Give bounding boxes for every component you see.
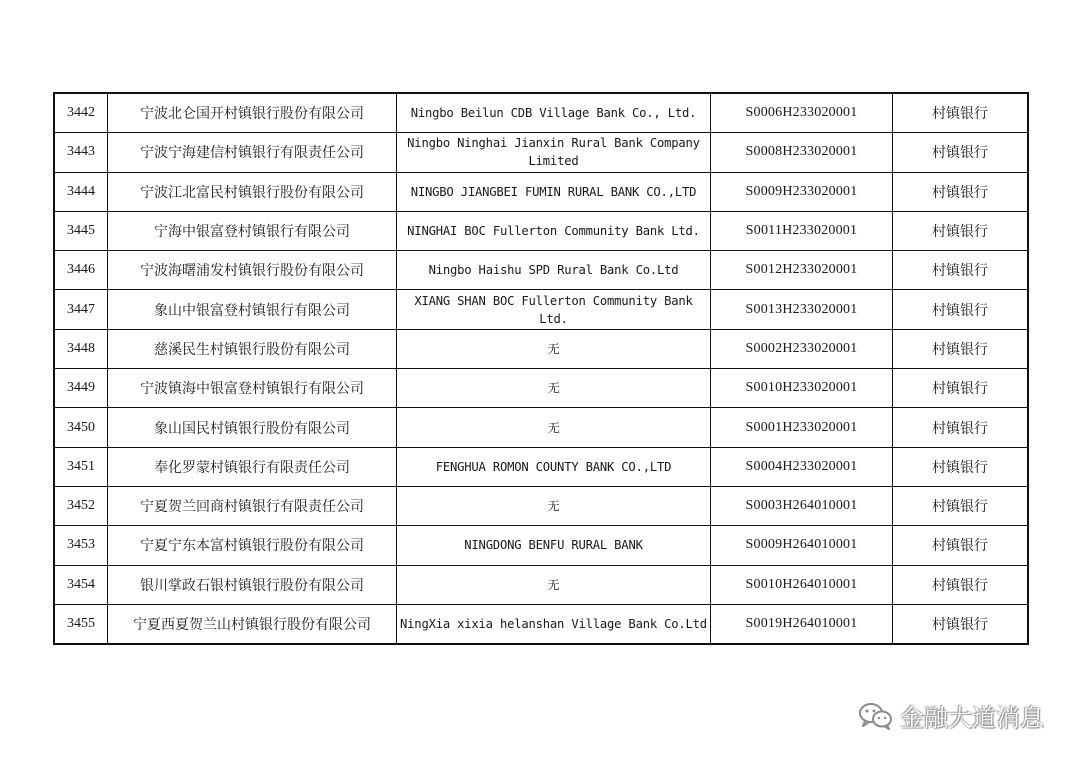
table-row [54, 211, 1028, 250]
table-row [54, 133, 1028, 172]
table-row [54, 604, 1028, 644]
bank-name-english: 无 [397, 486, 711, 525]
bank-name-english: XIANG SHAN BOC Fullerton Community Bank Ltd. [397, 290, 711, 329]
table-row [54, 447, 1028, 486]
institution-type: 村镇银行 [893, 251, 1029, 290]
institution-code: S0012H233020001 [711, 251, 893, 290]
table-row [54, 408, 1028, 447]
institution-code: S0009H264010001 [711, 526, 893, 565]
row-number: 3447 [54, 290, 108, 329]
institution-type: 村镇银行 [893, 211, 1029, 250]
institution-code: S0003H264010001 [711, 486, 893, 525]
row-number: 3453 [54, 526, 108, 565]
table-body [54, 93, 1028, 644]
bank-name-chinese: 宁波海曙浦发村镇银行股份有限公司 [108, 251, 397, 290]
table-row [54, 526, 1028, 565]
bank-list-table [53, 92, 1029, 645]
bank-name-chinese: 宁海中银富登村镇银行有限公司 [108, 211, 397, 250]
table-row [54, 329, 1028, 368]
row-number: 3450 [54, 408, 108, 447]
bank-name-english: NingXia xixia helanshan Village Bank Co.Ltd [397, 604, 711, 644]
row-number: 3451 [54, 447, 108, 486]
row-number: 3448 [54, 329, 108, 368]
table-row [54, 93, 1028, 133]
bank-name-english: NINGHAI BOC Fullerton Community Bank Ltd. [397, 211, 711, 250]
table-row [54, 486, 1028, 525]
bank-name-chinese: 象山国民村镇银行股份有限公司 [108, 408, 397, 447]
row-number: 3452 [54, 486, 108, 525]
institution-type: 村镇银行 [893, 133, 1029, 172]
institution-code: S0019H264010001 [711, 604, 893, 644]
institution-type: 村镇银行 [893, 408, 1029, 447]
watermark [858, 698, 1044, 733]
institution-code: S0004H233020001 [711, 447, 893, 486]
bank-name-chinese: 宁波宁海建信村镇银行有限责任公司 [108, 133, 397, 172]
institution-type: 村镇银行 [893, 369, 1029, 408]
bank-name-english: 无 [397, 408, 711, 447]
institution-type: 村镇银行 [893, 93, 1029, 133]
row-number: 3442 [54, 93, 108, 133]
bank-name-chinese: 宁夏西夏贺兰山村镇银行股份有限公司 [108, 604, 397, 644]
institution-type: 村镇银行 [893, 604, 1029, 644]
institution-code: S0010H233020001 [711, 369, 893, 408]
bank-name-chinese: 慈溪民生村镇银行股份有限公司 [108, 329, 397, 368]
institution-type: 村镇银行 [893, 329, 1029, 368]
institution-code: S0001H233020001 [711, 408, 893, 447]
table-row [54, 369, 1028, 408]
bank-name-chinese: 银川掌政石银村镇银行股份有限公司 [108, 565, 397, 604]
bank-name-chinese: 宁波江北富民村镇银行股份有限公司 [108, 172, 397, 211]
institution-type: 村镇银行 [893, 290, 1029, 329]
table-row [54, 290, 1028, 329]
institution-code: S0011H233020001 [711, 211, 893, 250]
table-row [54, 251, 1028, 290]
bank-name-chinese: 宁波镇海中银富登村镇银行有限公司 [108, 369, 397, 408]
institution-code: S0008H233020001 [711, 133, 893, 172]
bank-name-chinese: 宁波北仑国开村镇银行股份有限公司 [108, 93, 397, 133]
wechat-icon [858, 701, 894, 731]
institution-type: 村镇银行 [893, 447, 1029, 486]
bank-name-chinese: 奉化罗蒙村镇银行有限责任公司 [108, 447, 397, 486]
bank-name-english: FENGHUA ROMON COUNTY BANK CO.,LTD [397, 447, 711, 486]
bank-name-chinese: 宁夏贺兰回商村镇银行有限责任公司 [108, 486, 397, 525]
row-number: 3444 [54, 172, 108, 211]
row-number: 3445 [54, 211, 108, 250]
institution-code: S0010H264010001 [711, 565, 893, 604]
row-number: 3449 [54, 369, 108, 408]
bank-name-english: 无 [397, 565, 711, 604]
row-number: 3443 [54, 133, 108, 172]
row-number: 3454 [54, 565, 108, 604]
watermark-text: 金融大道消息 [900, 704, 1044, 732]
institution-code: S0009H233020001 [711, 172, 893, 211]
institution-code: S0006H233020001 [711, 93, 893, 133]
institution-type: 村镇银行 [893, 172, 1029, 211]
institution-type: 村镇银行 [893, 565, 1029, 604]
institution-code: S0013H233020001 [711, 290, 893, 329]
bank-name-english: NINGBO JIANGBEI FUMIN RURAL BANK CO.,LTD [397, 172, 711, 211]
table-row [54, 172, 1028, 211]
bank-name-english: NINGDONG BENFU RURAL BANK [397, 526, 711, 565]
bank-name-english: Ningbo Beilun CDB Village Bank Co., Ltd. [397, 93, 711, 133]
institution-type: 村镇银行 [893, 526, 1029, 565]
bank-name-english: 无 [397, 369, 711, 408]
bank-name-english: 无 [397, 329, 711, 368]
table-row [54, 565, 1028, 604]
row-number: 3446 [54, 251, 108, 290]
bank-name-chinese: 宁夏宁东本富村镇银行股份有限公司 [108, 526, 397, 565]
bank-name-english: Ningbo Haishu SPD Rural Bank Co.Ltd [397, 251, 711, 290]
bank-name-english: Ningbo Ninghai Jianxin Rural Bank Company Limited [397, 133, 711, 172]
row-number: 3455 [54, 604, 108, 644]
institution-type: 村镇银行 [893, 486, 1029, 525]
bank-name-chinese: 象山中银富登村镇银行有限公司 [108, 290, 397, 329]
institution-code: S0002H233020001 [711, 329, 893, 368]
